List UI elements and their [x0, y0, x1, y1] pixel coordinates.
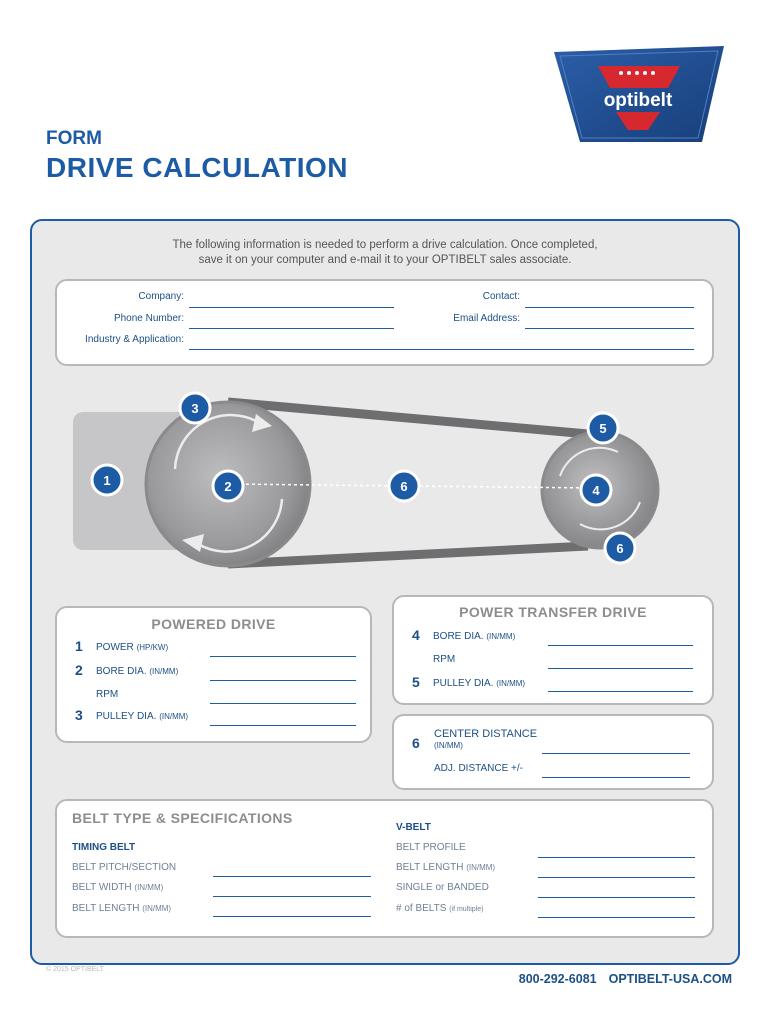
- belt-specs-title: BELT TYPE & SPECIFICATIONS: [72, 810, 293, 826]
- rpm-field[interactable]: [210, 703, 356, 704]
- timing-row-2-label: BELT WIDTH (IN/MM): [72, 882, 164, 893]
- vbelt-length-field[interactable]: [538, 877, 695, 878]
- contact-field[interactable]: [525, 307, 694, 308]
- marker-2: [213, 471, 243, 501]
- svg-text:3: 3: [191, 401, 199, 416]
- power-field[interactable]: [210, 656, 356, 657]
- email-field[interactable]: [525, 328, 694, 329]
- transfer-rpm-field[interactable]: [548, 668, 693, 669]
- powered-row-3-label: RPM: [96, 689, 119, 700]
- belt-bottom: [228, 546, 588, 564]
- svg-text:1: 1: [103, 473, 111, 488]
- marker-3: [180, 393, 210, 423]
- transfer-row-1-label: BORE DIA. (IN/MM): [433, 631, 516, 642]
- timing-row-1-label: BELT PITCH/SECTION: [72, 862, 177, 873]
- logo-wordmark: optibelt: [603, 90, 673, 111]
- email-label: Email Address:: [453, 313, 520, 324]
- transfer-pulley-dia-field[interactable]: [548, 691, 693, 692]
- svg-text:2: 2: [224, 479, 232, 494]
- footer-website[interactable]: OPTIBELT-USA.COM: [608, 972, 732, 986]
- powered-drive-title: POWERED DRIVE: [151, 616, 276, 632]
- transfer-row-3-label: PULLEY DIA. (IN/MM): [433, 678, 526, 689]
- marker-1: [92, 465, 122, 495]
- center-distance-panel: [392, 714, 714, 790]
- vbelt-row-2-label: BELT LENGTH (IN/MM): [396, 862, 496, 873]
- industry-label: Industry & Application:: [85, 334, 184, 345]
- center-distance-field[interactable]: [542, 753, 690, 754]
- belt-width-field[interactable]: [213, 896, 371, 897]
- powered-row-2-num: 2: [75, 662, 83, 678]
- footer-phone: 800-292-6081: [518, 972, 597, 986]
- vbelt-row-1-label: BELT PROFILE: [396, 842, 466, 853]
- company-label: Company:: [138, 291, 184, 302]
- powered-row-1-num: 1: [75, 638, 83, 654]
- pulley-dia-field[interactable]: [210, 725, 356, 726]
- powered-row-1-label: POWER (HP/KW): [96, 642, 169, 653]
- belt-pitch-field[interactable]: [213, 876, 371, 877]
- belt-profile-field[interactable]: [538, 857, 695, 858]
- optibelt-logo: [552, 44, 726, 144]
- bore-dia-field[interactable]: [210, 680, 356, 681]
- transfer-row-2-label: RPM: [433, 654, 456, 665]
- center-distance-num: 6: [412, 735, 420, 751]
- v-belt-heading: V-BELT: [396, 822, 431, 833]
- contact-label: Contact:: [482, 291, 520, 302]
- transfer-row-1-num: 4: [412, 627, 420, 643]
- powered-row-4-num: 3: [75, 707, 83, 723]
- intro-line-1: The following information is needed to perform a drive calculation. Once completed,: [172, 239, 598, 251]
- marker-4: [581, 475, 611, 505]
- svg-text:6: 6: [616, 541, 624, 556]
- footer-contact: [507, 972, 732, 986]
- marker-6-center: [389, 471, 419, 501]
- drive-diagram: [70, 384, 670, 574]
- phone-field[interactable]: [189, 328, 394, 329]
- powered-row-4-label: PULLEY DIA. (IN/MM): [96, 711, 189, 722]
- company-field[interactable]: [189, 307, 394, 308]
- adj-distance-field[interactable]: [542, 777, 690, 778]
- svg-text:4: 4: [592, 483, 600, 498]
- form-label: FORM: [46, 128, 102, 149]
- svg-text:5: 5: [599, 421, 607, 436]
- adj-distance-label: ADJ. DISTANCE +/-: [434, 763, 523, 774]
- power-transfer-title: POWER TRANSFER DRIVE: [459, 604, 647, 620]
- vbelt-row-4-label: # of BELTS (if multiple): [396, 903, 484, 914]
- timing-row-3-label: BELT LENGTH (IN/MM): [72, 903, 172, 914]
- intro-text: [30, 238, 740, 268]
- phone-label: Phone Number:: [113, 313, 184, 324]
- vbelt-row-3-label: SINGLE or BANDED: [396, 882, 489, 893]
- center-distance-label: CENTER DISTANCE (IN/MM): [434, 728, 538, 750]
- transfer-bore-dia-field[interactable]: [548, 645, 693, 646]
- marker-6-belt: [605, 533, 635, 563]
- marker-5: [588, 413, 618, 443]
- page-title: DRIVE CALCULATION: [46, 152, 348, 183]
- industry-field[interactable]: [189, 349, 694, 350]
- num-belts-field[interactable]: [538, 917, 695, 918]
- timing-belt-length-field[interactable]: [213, 916, 371, 917]
- copyright: © 2015 OPTIBELT: [46, 966, 104, 973]
- svg-text:6: 6: [400, 479, 408, 494]
- single-banded-field[interactable]: [538, 897, 695, 898]
- intro-line-2: save it on your computer and e-mail it to your OPTIBELT sales associate.: [198, 254, 572, 266]
- timing-belt-heading: TIMING BELT: [72, 842, 136, 853]
- transfer-row-3-num: 5: [412, 674, 420, 690]
- powered-row-2-label: BORE DIA. (IN/MM): [96, 666, 179, 677]
